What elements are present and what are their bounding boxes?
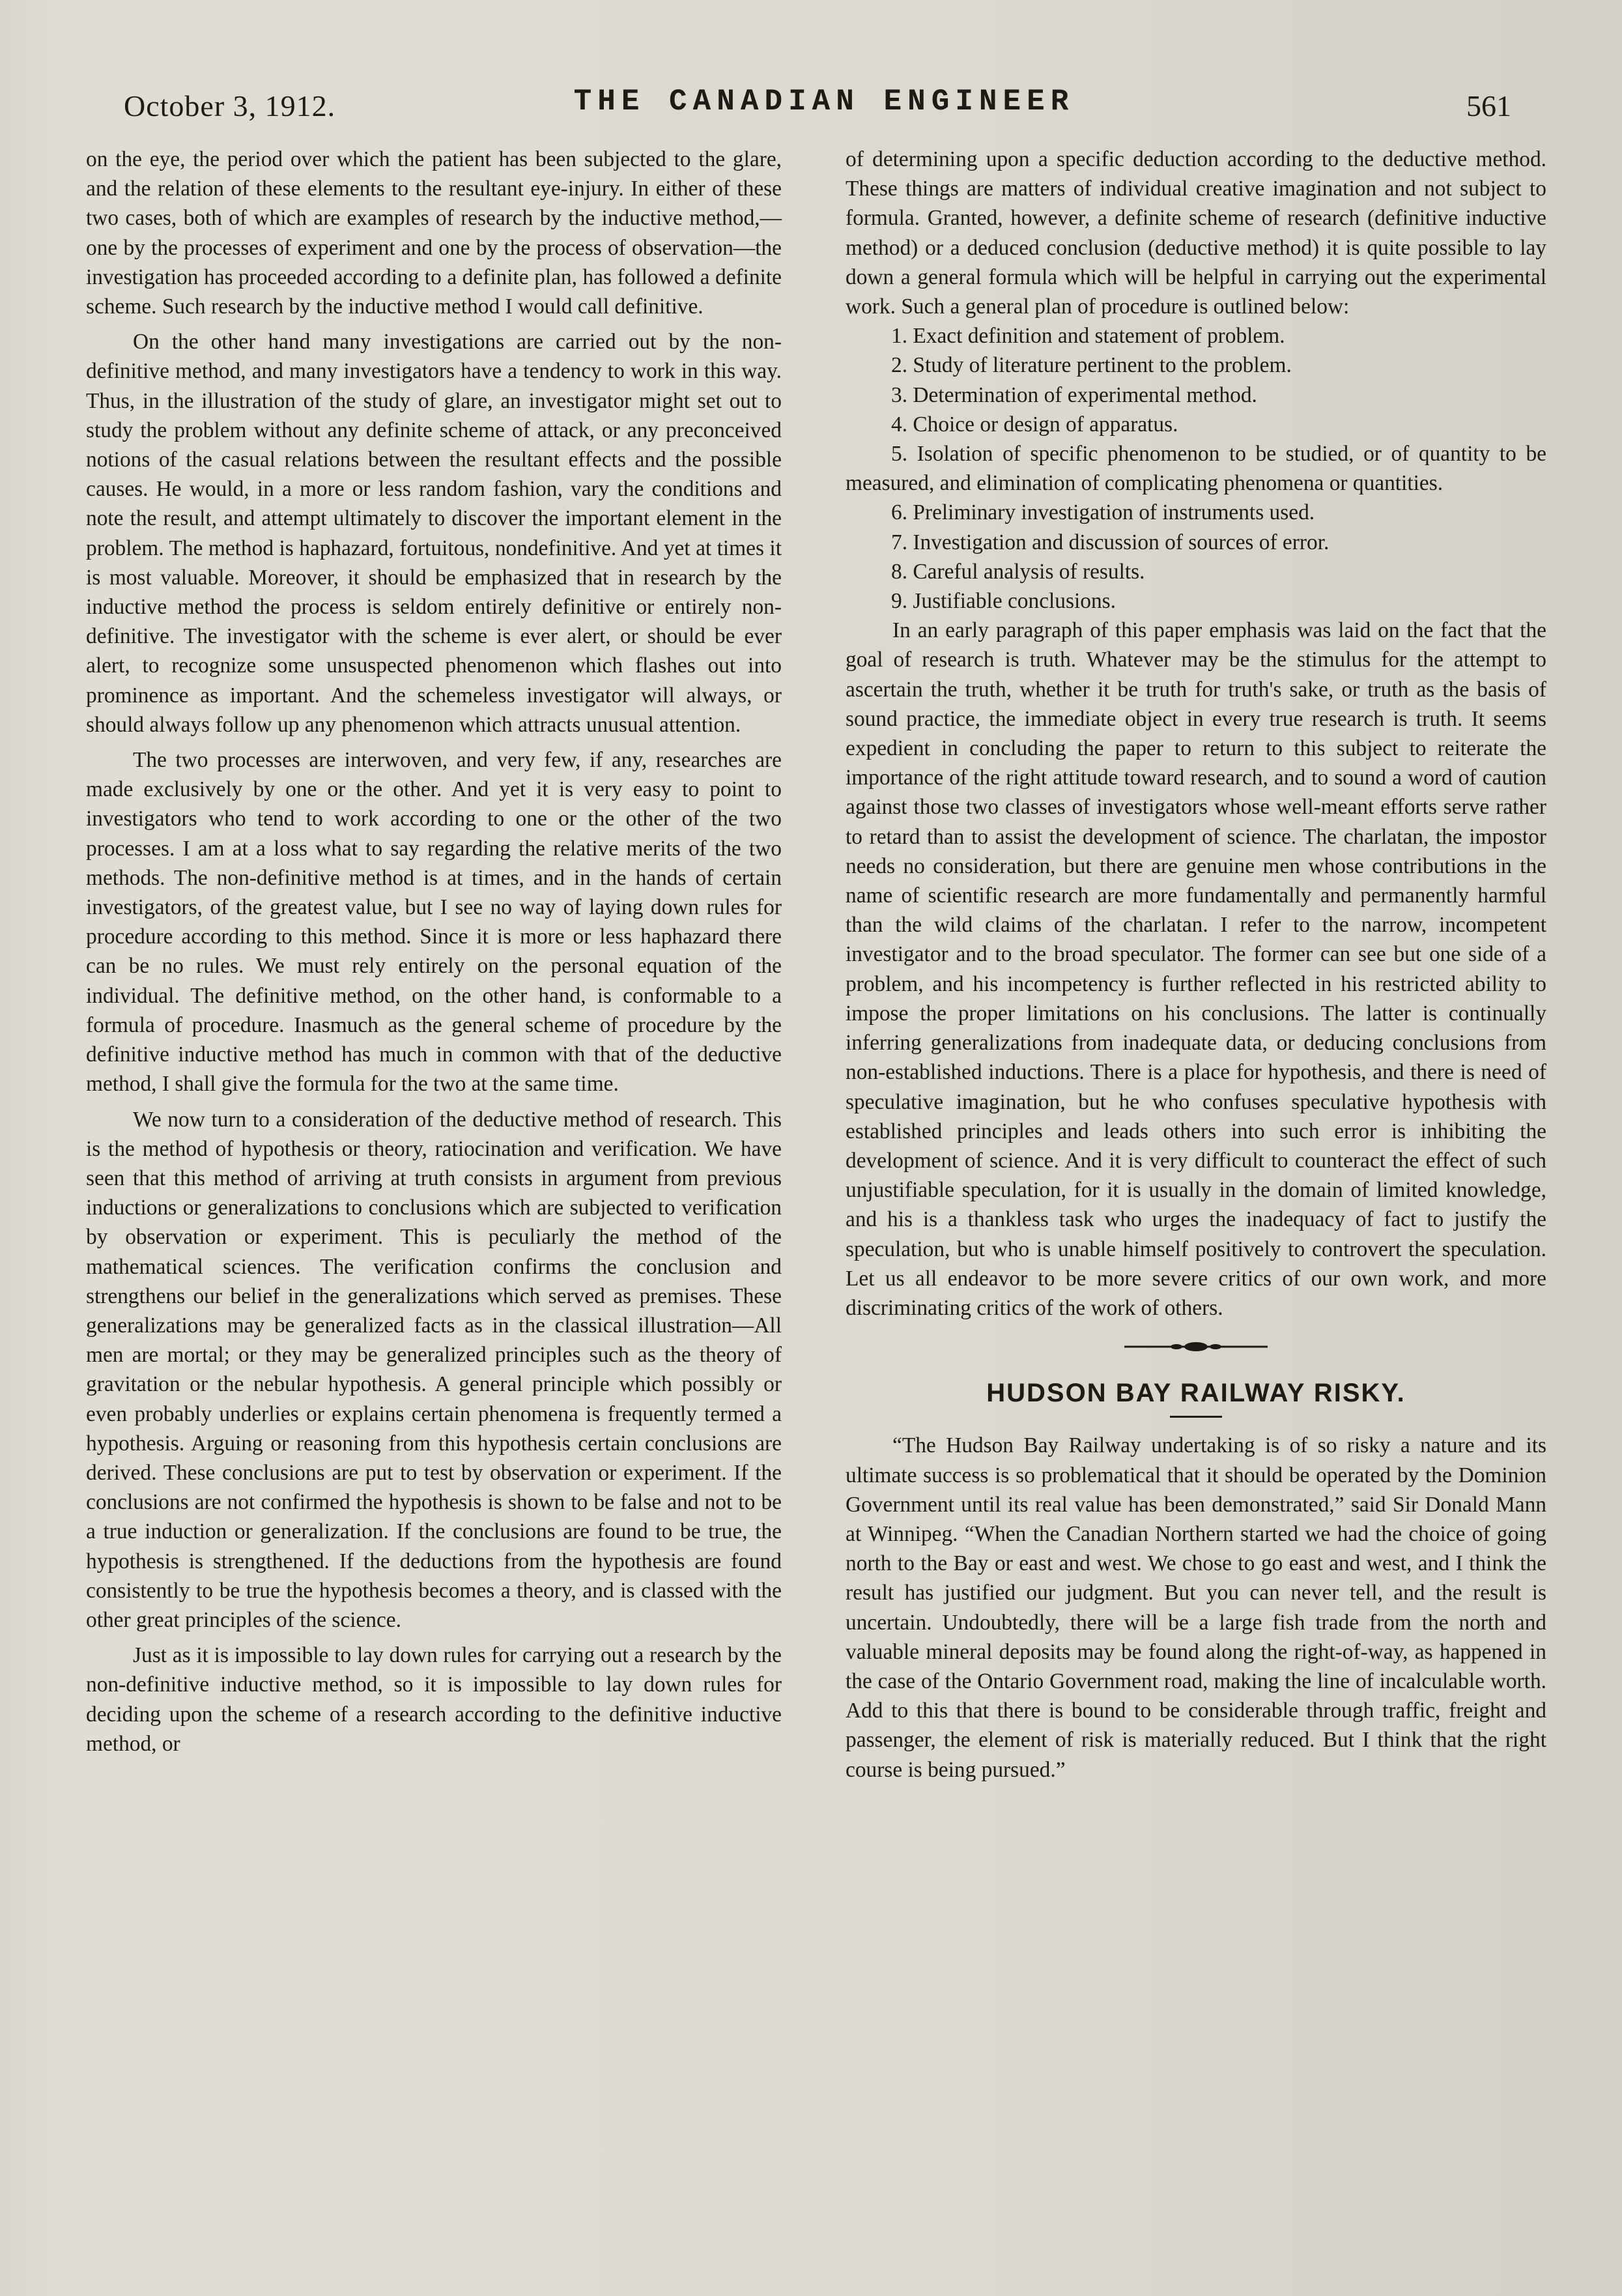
article-title: HUDSON BAY RAILWAY RISKY. xyxy=(986,1379,1406,1408)
article-body: “The Hudson Bay Railway undertaking is of so risky a nature and its ultimate success is so problematical that it should be operated by the Dominion Government until its real value has been demonstrated,” said Sir Donald Mann at Winnipeg. “When the Canadian Northern started we had the choice of going north to the Bay or east and west. We chose to go east and west, and I think the result has justified our judgment. But you can never tell, and the result is uncertain. Undoubtedly, there will be a large fish trade from the north and valuable mineral deposits may be found along the right-of-way, as happened in the case of the Ontario Government road, making the line of incalculable worth. Add to this that there is bound to be considerable through traffic, freight and passenger, the element of risk is materially reduced. But I think that the right course is being pursued.” xyxy=(846,1433,1546,1782)
list-item: 8. Careful analysis of results. xyxy=(891,559,1145,584)
paragraph: of determining upon a specific deduction according to the deductive method. These things are matters of individual creative imagination and not subject to formula. Granted, however, a definite scheme of research (definitive inductive method) or a deduced conclusion (deductive method) it is quite possible to lay down a general formula which will be helpful in carrying out the experimental work. Such a general plan of procedure is outlined below: xyxy=(846,147,1546,319)
list-item: 4. Choice or design of apparatus. xyxy=(891,412,1178,437)
left-column xyxy=(86,145,782,1758)
list-item: 5. Isolation of specific phenomenon to be studied, or of quantity to be measured, and elimination of complicating phenomena or quantities. xyxy=(846,442,1546,496)
procedure-list xyxy=(846,321,1546,616)
running-header xyxy=(124,83,1524,129)
list-item: 1. Exact definition and statement of problem. xyxy=(891,324,1285,349)
journal-title: THE CANADIAN ENGINEER xyxy=(573,85,1075,119)
paragraph: On the other hand many investigations are carried out by the non-definitive method, and many investigators have a tendency to work in this way. Thus, in the illustration of the study of glare, an investigator might set out to study the problem without any definite scheme of attack, or any preconceived notions of the casual relations between the resultant effects and the possible causes. He would, in a more or less random fashion, vary the conditions and note the result, and attempt ultimately to discover the important element in the problem. The method is haphazard, fortuitous, nondefinitive. And yet at times it is most valuable. Moreover, it should be emphasized that in research by the inductive method the process is seldom entirely definitive or entirely non-definitive. The investigator with the scheme is ever alert, or should be ever alert, to recognize some unsuspected phenomenon which flashes out into prominence as important. And the schemeless investigator will always, or should always follow up any phenomenon which attracts unusual attention. xyxy=(86,330,782,737)
paragraph: The two processes are interwoven, and very few, if any, researches are made exclusively by one or the other. And yet it is very easy to point to investigators who tend to work according to one or the other of the two processes. I am at a loss what to say regarding the relative merits of the two methods. The non-definitive method is at times, and in the hands of certain investigators, of the greatest value, but I see no way of laying down rules for procedure according to this method. Since it is more or less haphazard there can be no rules. We must rely entirely on the personal equation of the individual. The definitive method, on the other hand, is conformable to a formula of procedure. Inasmuch as the general scheme of procedure by the definitive inductive method has much in common with that of the deductive method, I shall give the formula for the two at the same time. xyxy=(86,748,782,1097)
list-item: 3. Determination of experimental method. xyxy=(891,382,1257,407)
issue-date: October 3, 1912. xyxy=(124,89,336,122)
paragraph: Just as it is impossible to lay down rules for carrying out a research by the non-definitive inductive method, so it is impossible to lay down rules for deciding upon the scheme of a research according to the definitive inductive method, or xyxy=(86,1643,782,1756)
list-item: 6. Preliminary investigation of instruments used. xyxy=(891,500,1315,525)
list-item: 9. Justifiable conclusions. xyxy=(891,589,1116,614)
right-column xyxy=(846,145,1546,1785)
list-item: 2. Study of literature pertinent to the problem. xyxy=(891,353,1292,378)
list-item: 7. Investigation and discussion of sources of error. xyxy=(891,530,1330,554)
title-rule xyxy=(1170,1416,1222,1418)
paragraph: In an early paragraph of this paper emphasis was laid on the fact that the goal of research is truth. Whatever may be the stimulus for the attempt to ascertain the truth, whether it be truth for truth's sake, or truth as the basis of sound practice, the immediate object in every true research is truth. It seems expedient in concluding the paper to return to this subject to reiterate the importance of the right attitude toward research, and to sound a word of caution against those two classes of investigators whose well-meant efforts serve rather to retard than to assist the development of science. The charlatan, the impostor needs no consideration, but there are genuine men whose contributions in the name of scientific research are more fundamentally and permanently harmful than the wild claims of the charlatan. I refer to the narrow, incompetent investigator and to the broad speculator. The former can see but one side of a problem, and his incompetency is further reflected in his restricted ability to impose the proper limitations on his conclusions. The latter is continually inferring generalizations from inadequate data, or deducing conclusions from non-established inductions. There is a place for hypothesis, and there is need of speculative imagination, but he who confuses speculative hypothesis with established principles and leads others into such error is inhibiting the development of science. And it is very difficult to counteract the effect of such unjustifiable speculation, for it is usually in the domain of limited knowledge, and his is a thankless task who urges the inadequacy of fact to justify the speculation, but who is unable himself positively to controvert the speculation. Let us all endeavor to be more severe critics of our own work, and more discriminating critics of the work of others. xyxy=(846,618,1546,1320)
paragraph: We now turn to a consideration of the deductive method of research. This is the method of hypothesis or theory, ratiocination and verification. We have seen that this method of arriving at truth consists in argument from previous inductions or generalizations to conclusions which are subjected to verification by observation or experiment. This is peculiarly the method of the mathematical sciences. The verification confirms the conclusion and strengthens our belief in the generalizations which served as premises. These generalizations may be generalized facts as in the classical illustration—All men are mortal; or they may be generalized principles such as the theory of gravitation or the nebular hypothesis. A general principle which possibly or even probably underlies or explains certain phenomena is frequently termed a hypothesis. Arguing or reasoning from this hypothesis certain conclusions are derived. These conclusions are put to test by observation or experiment. If the conclusions are not confirmed the hypothesis is shown to be false and not to be a true induction or generalization. If the conclusions are found to be true, the hypothesis is strengthened. If the deductions from the hypothesis are found consistently to be true the hypothesis becomes a theory, and is classed with the other great principles of the science. xyxy=(86,1107,782,1632)
page-number: 561 xyxy=(1466,89,1511,122)
paragraph: on the eye, the period over which the patient has been subjected to the glare, and the relation of these elements to the resultant eye-injury. In either of these two cases, both of which are examples of research by the inductive method,—one by the processes of experiment and one by the process of observation—the investigation has proceeded according to a definite plan, has followed a definite scheme. Such research by the inductive method I would call definitive. xyxy=(86,147,782,319)
section-divider-ornament xyxy=(846,1337,1546,1356)
